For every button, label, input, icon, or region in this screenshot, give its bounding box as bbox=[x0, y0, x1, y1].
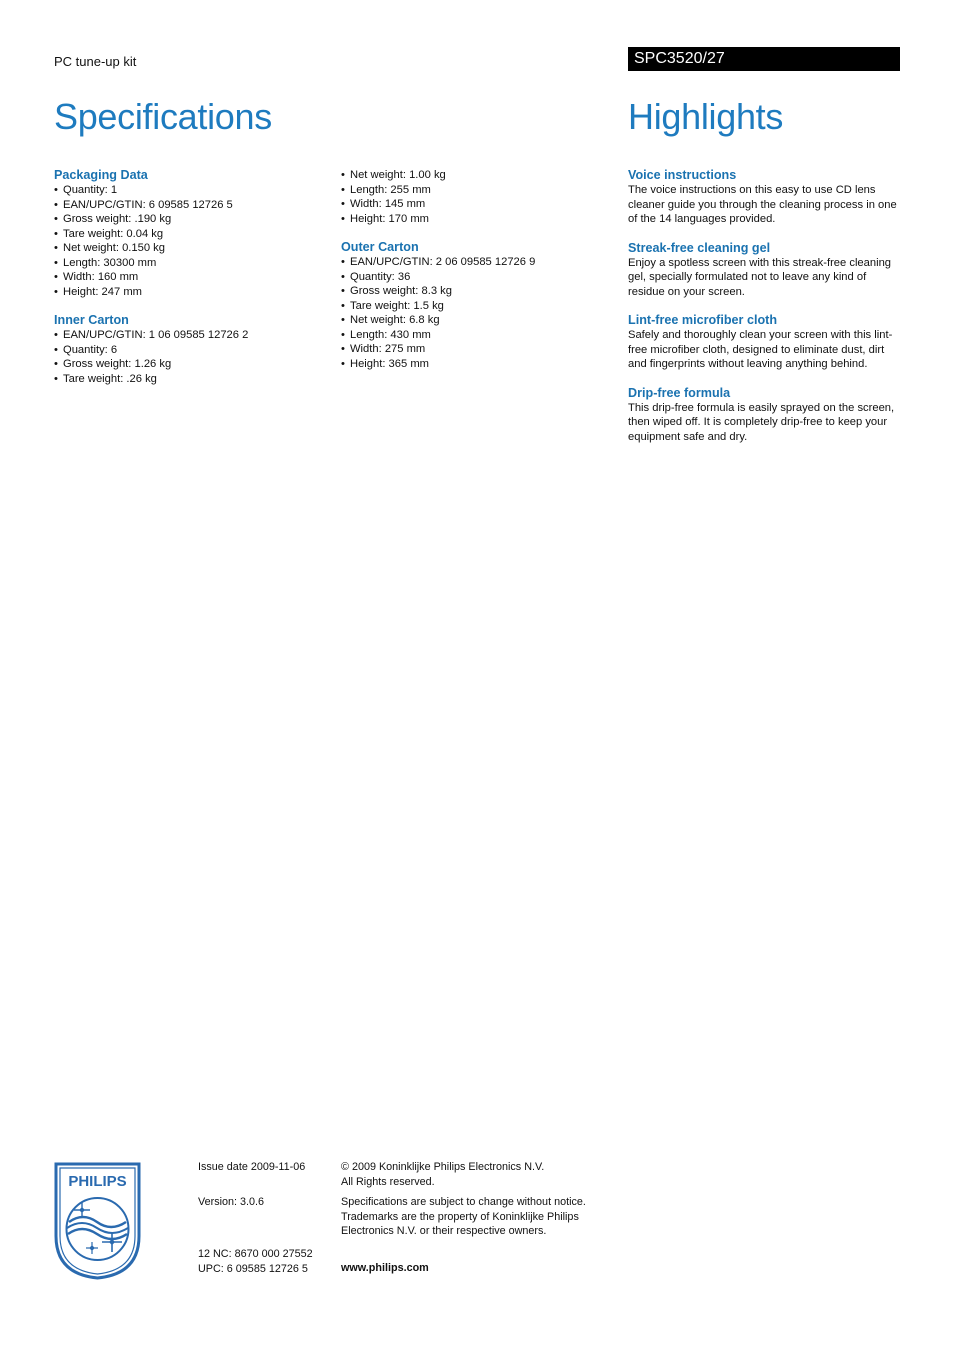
spec-notice-line-3: Electronics N.V. or their respective owners. bbox=[341, 1225, 547, 1237]
spec-item: • Width: 145 mm bbox=[341, 197, 611, 212]
highlights-column bbox=[628, 168, 903, 458]
model-number-bar: SPC3520/27 bbox=[628, 47, 900, 71]
spec-item: • Quantity: 1 bbox=[54, 183, 324, 198]
spec-column-2 bbox=[341, 168, 611, 371]
spec-item: • Gross weight: .190 kg bbox=[54, 212, 324, 227]
copyright-line-1: © 2009 Koninklijke Philips Electronics N.V. bbox=[341, 1161, 545, 1173]
spec-column-1 bbox=[54, 168, 324, 386]
logo-wordmark: PHILIPS bbox=[68, 1173, 127, 1190]
nc-code: 12 NC: 8670 000 27552 bbox=[198, 1248, 313, 1260]
inner-carton-heading: Inner Carton bbox=[54, 313, 129, 327]
spec-item: • Height: 170 mm bbox=[341, 212, 611, 227]
spec-item: • EAN/UPC/GTIN: 2 06 09585 12726 9 bbox=[341, 255, 611, 270]
philips-shield-icon bbox=[54, 1162, 141, 1280]
outer-carton-heading: Outer Carton bbox=[341, 240, 419, 254]
spec-item: • Quantity: 36 bbox=[341, 270, 611, 285]
spec-item: • Height: 365 mm bbox=[341, 357, 611, 372]
highlight-heading: Lint-free microfiber cloth bbox=[628, 313, 778, 327]
spec-item: • Tare weight: 1.5 kg bbox=[341, 299, 611, 314]
spec-item: • Height: 247 mm bbox=[54, 285, 324, 300]
spec-item: • EAN/UPC/GTIN: 1 06 09585 12726 2 bbox=[54, 328, 324, 343]
highlight-drip-free-formula bbox=[628, 386, 903, 445]
highlight-body: Enjoy a spotless screen with this streak-free cleaning gel, specially formulated not to leave any kind of residue on your screen. bbox=[628, 256, 892, 298]
spec-item: • Net weight: 1.00 kg bbox=[341, 168, 611, 183]
highlight-voice-instructions bbox=[628, 168, 903, 227]
product-codes bbox=[198, 1247, 313, 1276]
packaging-data-list bbox=[54, 183, 324, 299]
packaging-data-heading: Packaging Data bbox=[54, 168, 148, 182]
highlight-heading: Drip-free formula bbox=[628, 385, 731, 400]
specifications-title: Specifications bbox=[54, 96, 272, 137]
spec-item: • Length: 255 mm bbox=[341, 183, 611, 198]
upc-code: UPC: 6 09585 12726 5 bbox=[198, 1262, 308, 1275]
spec-notice bbox=[341, 1195, 601, 1239]
spec-item: • Tare weight: .26 kg bbox=[54, 372, 324, 387]
highlight-heading: Voice instructions bbox=[628, 168, 737, 182]
highlight-body: This drip-free formula is easily sprayed on the screen, then wiped off. It is completely drip-free to keep your equipment safe and dry. bbox=[628, 401, 895, 443]
inner-carton-list bbox=[54, 328, 324, 386]
website-link[interactable]: www.philips.com bbox=[341, 1262, 429, 1274]
spec-item: • Length: 30300 mm bbox=[54, 256, 324, 271]
spec-notice-line-1: Specifications are subject to change without notice. bbox=[341, 1196, 586, 1208]
spec-item: • Quantity: 6 bbox=[54, 343, 324, 358]
highlight-body: The voice instructions on this easy to use CD lens cleaner guide you through the cleaning process in one of the 14 languages provided. bbox=[628, 184, 897, 225]
issue-date: Issue date 2009-11-06 bbox=[198, 1161, 306, 1173]
outer-carton-list bbox=[341, 255, 611, 371]
spec-item: • Width: 275 mm bbox=[341, 342, 611, 357]
version: Version: 3.0.6 bbox=[198, 1196, 265, 1208]
spec-item: • Tare weight: 0.04 kg bbox=[54, 227, 324, 242]
copyright-line-2: All Rights reserved. bbox=[341, 1175, 435, 1188]
highlights-title: Highlights bbox=[628, 96, 784, 137]
spec-item: • Length: 430 mm bbox=[341, 328, 611, 343]
highlight-microfiber-cloth bbox=[628, 313, 903, 372]
highlight-body: Safely and thoroughly clean your screen with this lint-free microfiber cloth, designed to eliminate dust, dirt and fingerprints without leaving anything behind. bbox=[628, 329, 893, 370]
highlight-streak-free-gel bbox=[628, 241, 903, 300]
inner-carton-list-continued bbox=[341, 168, 611, 226]
spec-item: • Gross weight: 1.26 kg bbox=[54, 357, 324, 372]
spec-notice-line-2: Trademarks are the property of Koninklijke Philips bbox=[341, 1210, 579, 1223]
philips-shield-logo bbox=[54, 1162, 141, 1280]
spec-item: • Net weight: 0.150 kg bbox=[54, 241, 324, 256]
spec-item: • Gross weight: 8.3 kg bbox=[341, 284, 611, 299]
copyright bbox=[341, 1160, 544, 1189]
product-type-title: PC tune-up kit bbox=[54, 54, 137, 69]
spec-item: • Net weight: 6.8 kg bbox=[341, 313, 611, 328]
spec-item: • EAN/UPC/GTIN: 6 09585 12726 5 bbox=[54, 198, 324, 213]
spec-item: • Width: 160 mm bbox=[54, 270, 324, 285]
highlight-heading: Streak-free cleaning gel bbox=[628, 240, 771, 255]
